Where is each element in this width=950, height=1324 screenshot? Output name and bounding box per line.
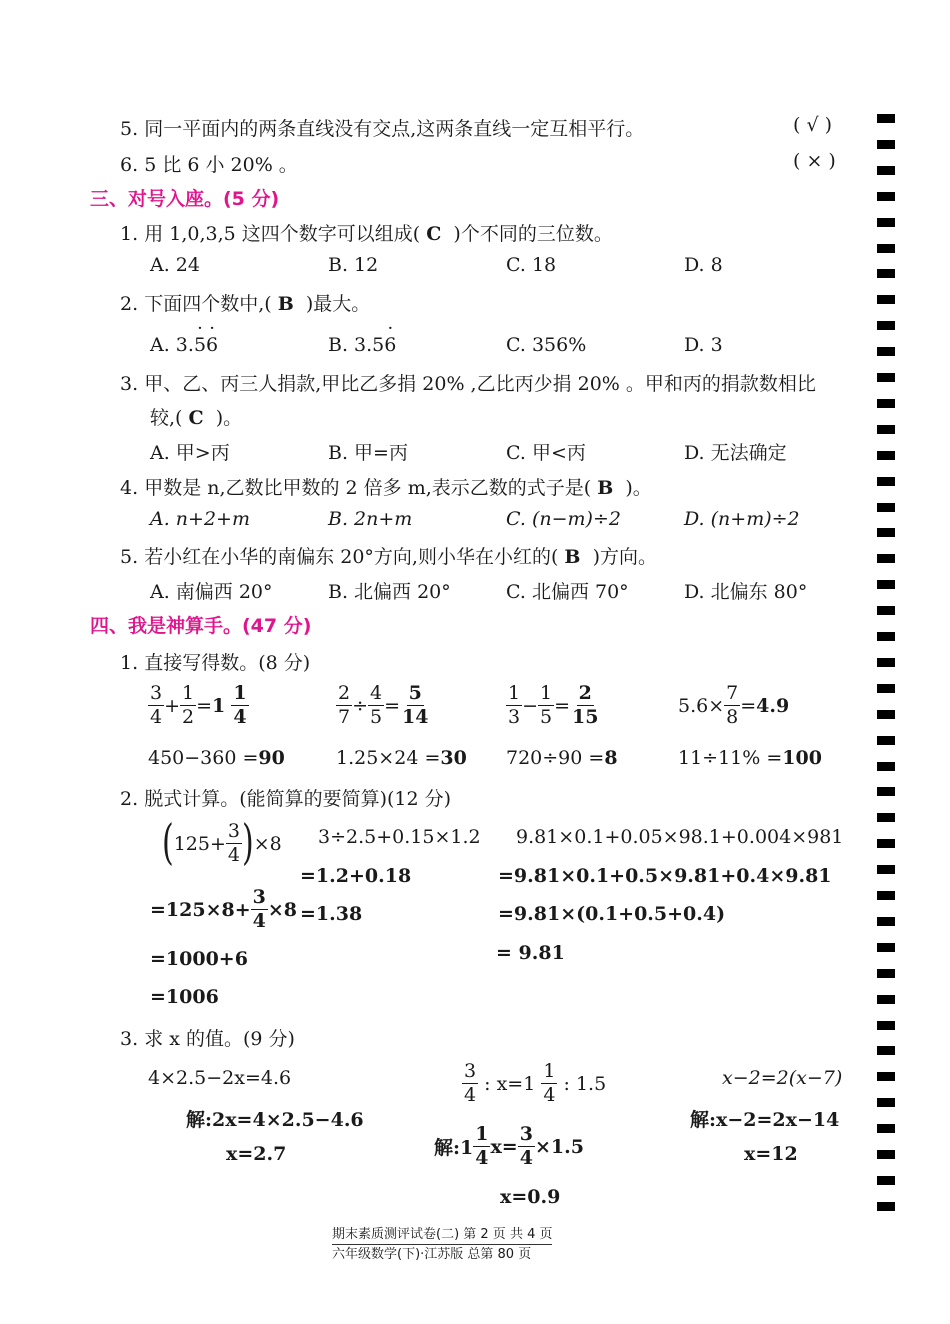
s4-p3-e2-expr: $\frac{3}{4}$ : x=1 $\frac{1}{4}$ : 1.5 — [464, 1060, 607, 1106]
s4-p1-f1: $\frac{3}{4}$ + $\frac{1}{2}$ = 1 $\frac{1}{4}$ — [150, 682, 247, 728]
s4-p3-e2-step2: x=0.9 — [500, 1186, 561, 1208]
margin-tick — [877, 632, 895, 641]
s3-q2-opt-c: C. 356% — [506, 334, 587, 356]
margin-tick — [877, 192, 895, 201]
margin-tick — [877, 684, 895, 693]
s4-p2-c1-step3: =1006 — [150, 986, 219, 1008]
footer-line-1: 期末素质测评试卷(二) 第 2 页 共 4 页 — [332, 1223, 552, 1245]
s4-p2-c1-step1: =125×8+ $\frac{3}{4}$ ×8 — [150, 886, 298, 932]
margin-tick — [877, 1098, 895, 1107]
s3-q5-opt-b: B. 北偏西 20° — [328, 581, 451, 603]
margin-tick — [877, 995, 895, 1004]
s4-p1-f4: 5.6× $\frac{7}{8}$ = 4.9 — [678, 682, 790, 728]
s3-q3-answer: C — [188, 407, 204, 429]
s4-p1-r2-3: 720÷90 =8 — [506, 747, 618, 769]
s4-p3-e3-step1: 解:x−2=2x−14 — [690, 1109, 840, 1131]
margin-tick — [877, 321, 895, 330]
s3-q5-opt-d: D. 北偏东 80° — [684, 581, 808, 603]
s4-p2-title: 2. 脱式计算。(能简算的要简算)(12 分) — [120, 788, 452, 810]
margin-tick — [877, 839, 895, 848]
margin-tick — [877, 269, 895, 278]
margin-tick — [877, 503, 895, 512]
margin-tick — [877, 969, 895, 978]
margin-tick — [877, 1150, 895, 1159]
s3-q2-opt-d: D. 3 — [684, 334, 723, 356]
s3-q1: 1. 用 1,0,3,5 这四个数字可以组成( C )个不同的三位数。 — [120, 223, 613, 245]
s3-q4-opt-a: A. n+2+m — [150, 508, 250, 530]
s3-q1-opt-b: B. 12 — [328, 254, 379, 276]
s4-p3-title: 3. 求 x 的值。(9 分) — [120, 1028, 295, 1050]
margin-tick — [877, 244, 895, 253]
s4-p2-c2-step2: =1.38 — [300, 903, 363, 925]
s3-q3-opt-c: C. 甲<丙 — [506, 442, 586, 464]
s4-p3-e1-step2: x=2.7 — [226, 1143, 287, 1165]
s4-p2-c1-step2: =1000+6 — [150, 948, 248, 970]
margin-tick — [877, 606, 895, 615]
s4-p2-c3-step2: =9.81×(0.1+0.5+0.4) — [498, 903, 726, 925]
s4-p3-e3-step2: x=12 — [744, 1143, 798, 1165]
s4-p1-f2: $\frac{2}{7}$ ÷ $\frac{4}{5}$ = $\frac{5}{14}$ — [338, 682, 429, 728]
margin-tick — [877, 140, 895, 149]
margin-tick — [877, 114, 895, 123]
s4-p2-c2-step1: =1.2+0.18 — [300, 865, 412, 887]
s3-q4-opt-c: C. (n−m)÷2 — [506, 508, 621, 530]
s4-p2-c3-step3: = 9.81 — [496, 942, 565, 964]
margin-tick — [877, 425, 895, 434]
margin-tick — [877, 451, 895, 460]
margin-tick — [877, 373, 895, 382]
s3-q4: 4. 甲数是 n,乙数比甲数的 2 倍多 m,表示乙数的式子是( B )。 — [120, 477, 652, 499]
margin-tick — [877, 762, 895, 771]
margin-tick — [877, 1124, 895, 1133]
margin-tick — [877, 813, 895, 822]
s3-q4-answer: B — [597, 477, 614, 499]
margin-tick — [877, 477, 895, 486]
margin-tick — [877, 917, 895, 926]
s4-p1-r2-4: 11÷11% =100 — [678, 747, 822, 769]
margin-tick — [877, 554, 895, 563]
margin-tick — [877, 891, 895, 900]
s3-q5: 5. 若小红在小华的南偏东 20°方向,则小华在小红的( B )方向。 — [120, 546, 657, 568]
s3-q3-opt-d: D. 无法确定 — [684, 442, 787, 464]
s4-p2-c3-expr: 9.81×0.1+0.05×98.1+0.004×981 — [516, 826, 844, 848]
judge-item-5: 5. 同一平面内的两条直线没有交点,这两条直线一定互相平行。 — [120, 118, 645, 140]
judge-mark-6: ( × ) — [793, 150, 836, 172]
margin-tick — [877, 736, 895, 745]
section-3-title: 三、对号入座。(5 分) — [90, 188, 280, 210]
s3-q3: 3. 甲、乙、丙三人捐款,甲比乙多捐 20% ,乙比丙少捐 20% 。甲和丙的捐款数相比 — [120, 373, 816, 395]
s3-q5-answer: B — [564, 546, 581, 568]
s4-p1-title: 1. 直接写得数。(8 分) — [120, 652, 311, 674]
s3-q1-opt-a: A. 24 — [150, 254, 200, 276]
margin-tick — [877, 166, 895, 175]
margin-tick — [877, 787, 895, 796]
margin-tick — [877, 1072, 895, 1081]
s4-p3-e3-expr: x−2=2(x−7) — [722, 1067, 843, 1089]
s3-q2-opt-b: B. 3.5· 6 — [328, 334, 396, 356]
s3-q1-opt-d: D. 8 — [684, 254, 723, 276]
s3-q1-answer: C — [426, 223, 442, 245]
margin-tick — [877, 943, 895, 952]
margin-tick — [877, 865, 895, 874]
margin-tick — [877, 1046, 895, 1055]
s4-p2-c2-expr: 3÷2.5+0.15×1.2 — [318, 826, 481, 848]
judge-item-6: 6. 5 比 6 小 20% 。 — [120, 154, 298, 176]
margin-tick — [877, 295, 895, 304]
margin-tick — [877, 710, 895, 719]
margin-tick — [877, 1021, 895, 1030]
margin-tick — [877, 347, 895, 356]
s3-q4-opt-d: D. (n+m)÷2 — [684, 508, 800, 530]
s4-p3-e1-expr: 4×2.5−2x=4.6 — [148, 1067, 292, 1089]
s4-p1-r2-1: 450−360 =90 — [148, 747, 285, 769]
margin-tick — [877, 218, 895, 227]
footer-line-2: 六年级数学(下)·江苏版 总第 80 页 — [332, 1247, 532, 1262]
s4-p3-e2-step1: 解:1 $\frac{1}{4}$ x= $\frac{3}{4}$ ×1.5 — [434, 1123, 584, 1169]
s4-p1-f3: $\frac{1}{3}$ − $\frac{1}{5}$ = $\frac{2}{15}$ — [508, 682, 599, 728]
s3-q5-opt-a: A. 南偏西 20° — [150, 581, 273, 603]
s4-p3-e1-step1: 解:2x=4×2.5−4.6 — [186, 1109, 364, 1131]
section-4-title: 四、我是神算手。(47 分) — [90, 615, 312, 637]
margin-tick — [877, 399, 895, 408]
s3-q2-answer: B — [277, 293, 294, 315]
s3-q1-opt-c: C. 18 — [506, 254, 557, 276]
s4-p1-r2-2: 1.25×24 =30 — [336, 747, 467, 769]
margin-tick — [877, 1176, 895, 1185]
s4-p2-c1-expr: ( 125+ $\frac{3}{4}$ ) ×8 — [162, 815, 282, 872]
margin-tick — [877, 528, 895, 537]
s3-q5-opt-c: C. 北偏西 70° — [506, 581, 629, 603]
margin-tick — [877, 580, 895, 589]
s4-p2-c3-step1: =9.81×0.1+0.5×9.81+0.4×9.81 — [498, 865, 832, 887]
s3-q2: 2. 下面四个数中,( B )最大。 — [120, 293, 371, 315]
s3-q3-opt-b: B. 甲=丙 — [328, 442, 408, 464]
s3-q3-opt-a: A. 甲>丙 — [150, 442, 230, 464]
s3-q2-opt-a: A. 3.· 5· 6 — [150, 334, 218, 356]
margin-tick — [877, 658, 895, 667]
s3-q4-opt-b: B. 2n+m — [328, 508, 413, 530]
margin-tick — [877, 1202, 895, 1211]
judge-mark-5: ( √ ) — [793, 114, 833, 136]
s3-q3-line2: 较,( C )。 — [150, 407, 243, 429]
